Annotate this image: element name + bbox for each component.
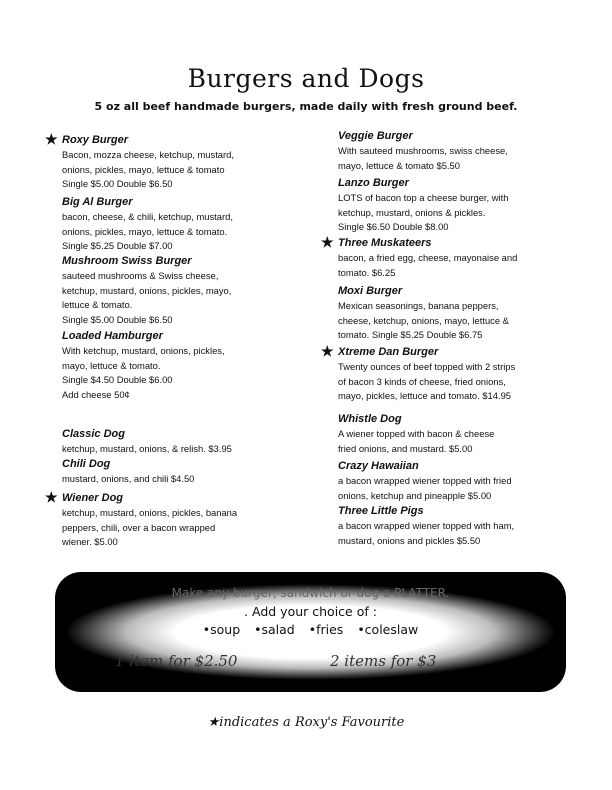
menu-item <box>62 254 312 327</box>
menu-item-description: LOTS of bacon top a cheese burger, with ketchup, mustard, onions & pickles. Single $6.50 Double $8.00 <box>338 192 509 233</box>
option-salad: •salad <box>254 622 295 637</box>
menu-item-title: Lanzo Burger <box>338 177 409 189</box>
platter-headline: Make any burger, sandwich or dog a PLATTER. <box>171 586 450 600</box>
menu-item <box>338 504 588 548</box>
menu-item-description: mustard, onions, and chili $4.50 <box>62 473 195 484</box>
menu-item-title: Mushroom Swiss Burger <box>62 255 192 267</box>
menu-item-name <box>321 234 588 251</box>
menu-item-title: Three Muskateers <box>338 237 432 249</box>
menu-item-description: With sauteed mushrooms, swiss cheese, mayo, lettuce & tomato $5.50 <box>338 145 508 171</box>
menu-item-description: ketchup, mustard, onions, & relish. $3.95 <box>62 443 232 454</box>
menu-item <box>338 459 588 503</box>
platter-add-line: . Add your choice of : <box>244 604 377 619</box>
menu-item-title: Xtreme Dan Burger <box>338 346 439 358</box>
menu-item-title: Three Little Pigs <box>338 505 424 517</box>
star-icon: ★ <box>45 131 58 147</box>
option-fries: •fries <box>308 622 344 637</box>
menu-item-name <box>45 489 312 506</box>
star-icon: ★ <box>45 489 58 505</box>
menu-item-title: Wiener Dog <box>62 492 124 504</box>
menu-item-description: Mexican seasonings, banana peppers, cheese, ketchup, onions, mayo, lettuce & tomato. Single $5.25 Double $6.75 <box>338 300 509 341</box>
menu-item-title: Chili Dog <box>62 458 111 470</box>
menu-item-description: a bacon wrapped wiener topped with fried onions, ketchup and pineapple $5.00 <box>338 475 512 501</box>
menu-item-name <box>62 195 312 210</box>
favourite-legend-text: indicates a Roxy's Favourite <box>219 715 405 730</box>
price-two-items: 2 items for $3 <box>330 652 437 670</box>
menu-item <box>45 489 312 550</box>
menu-item-name <box>338 459 588 474</box>
menu-item-description: bacon, a fried egg, cheese, mayonaise and tomato. $6.25 <box>338 252 518 278</box>
menu-item-title: Loaded Hamburger <box>62 330 163 342</box>
menu-item-description: A wiener topped with bacon & cheese fried onions, and mustard. $5.00 <box>338 428 495 454</box>
menu-item-description: sauteed mushrooms & Swiss cheese, ketchup, mustard, onions, pickles, mayo, lettuce & tomato. Single $5.00 Double $6.50 <box>62 270 232 325</box>
menu-item <box>62 457 312 487</box>
menu-item <box>62 329 312 402</box>
menu-item-name <box>62 457 312 472</box>
menu-item-title: Veggie Burger <box>338 130 413 142</box>
menu-item-name <box>338 176 588 191</box>
menu-item <box>62 195 312 254</box>
menu-title: Burgers and Dogs <box>187 64 425 93</box>
menu-item <box>338 412 588 456</box>
option-soup: •soup <box>202 622 241 637</box>
menu-item <box>62 427 312 457</box>
star-icon: ★ <box>321 343 334 359</box>
menu-item-title: Roxy Burger <box>62 134 129 146</box>
menu-item <box>321 234 588 280</box>
menu-item <box>321 343 588 404</box>
menu-item-description: Twenty ounces of beef topped with 2 strips of bacon 3 kinds of cheese, fried onions, mayo, pickles, lettuce and tomato. $14.95 <box>338 361 516 402</box>
menu-item-name <box>338 412 588 427</box>
menu-item <box>338 129 588 173</box>
menu-item-description: With ketchup, mustard, onions, pickles, mayo, lettuce & tomato. Single $4.50 Double $6.00 Add cheese 50¢ <box>62 345 225 400</box>
menu-item-description: Bacon, mozza cheese, ketchup, mustard, onions, pickles, mayo, lettuce & tomato Single $5.00 Double $6.50 <box>62 149 234 190</box>
star-icon: ★ <box>321 234 334 250</box>
menu-item-description: bacon, cheese, & chili, ketchup, mustard, onions, pickles, mayo, lettuce & tomato. Single $5.25 Double $7.00 <box>62 211 233 252</box>
menu-item-name <box>62 254 312 269</box>
menu-item-name <box>338 129 588 144</box>
menu-subtitle: 5 oz all beef handmade burgers, made daily with fresh ground beef. <box>94 100 518 113</box>
menu-item-name <box>338 504 588 519</box>
favourite-legend <box>0 715 612 730</box>
menu-item <box>338 176 588 235</box>
menu-item-description: ketchup, mustard, onions, pickles, banana peppers, chili, over a bacon wrapped wiener. $5.00 <box>62 507 238 548</box>
menu-item-name <box>321 343 588 360</box>
menu-item-description: a bacon wrapped wiener topped with ham, mustard, onions and pickles $5.50 <box>338 520 515 546</box>
menu-item-title: Big Al Burger <box>62 196 133 208</box>
menu-item-name <box>62 329 312 344</box>
option-coleslaw: •coleslaw <box>357 622 419 637</box>
menu-item-title: Crazy Hawaiian <box>338 460 419 472</box>
platter-options <box>55 622 566 637</box>
menu-item-name <box>338 284 588 299</box>
platter-banner <box>55 572 566 692</box>
menu-item-name <box>45 131 312 148</box>
menu-item <box>45 131 312 192</box>
menu-item-title: Whistle Dog <box>338 413 402 425</box>
menu-item <box>338 284 588 343</box>
price-one-item: 1 item for $2.50 <box>115 652 238 670</box>
star-icon: ★ <box>207 715 220 730</box>
menu-item-title: Moxi Burger <box>338 285 403 297</box>
menu-item-name <box>62 427 312 442</box>
menu-item-title: Classic Dog <box>62 428 125 440</box>
